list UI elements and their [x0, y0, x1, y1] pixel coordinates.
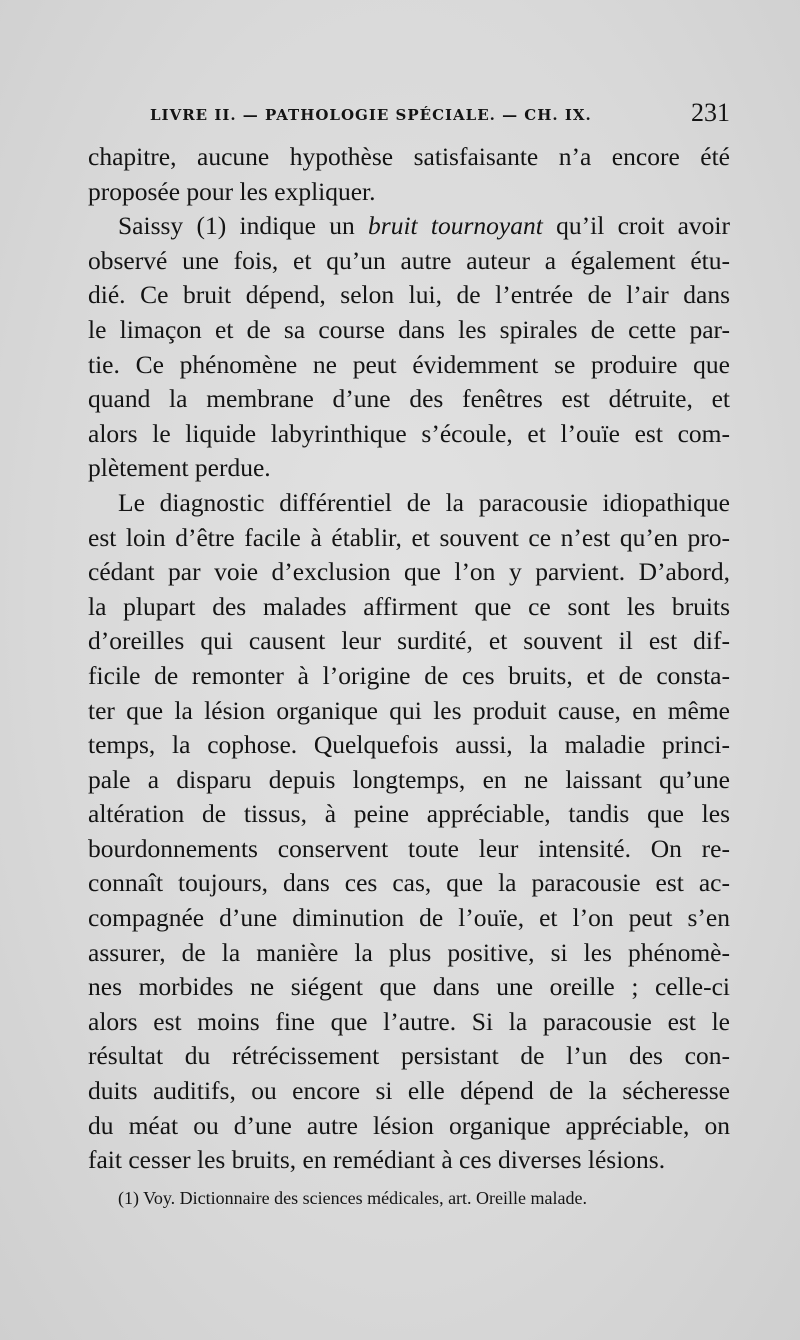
text-line: altération de tissus, à peine appréciable, tandis que les: [88, 799, 730, 829]
text-line: alors est moins fine que l’autre. Si la paracousie est le: [88, 1006, 730, 1036]
text-line: Le diagnostic différentiel de la paracousie idiopathique: [118, 487, 730, 517]
text-line: bourdonnements conservent toute leur intensité. On re-: [88, 833, 730, 863]
text-span: qu’il croit avoir: [542, 211, 730, 241]
text-line: chapitre, aucune hypothèse satisfaisante n’a encore été: [88, 142, 730, 171]
text-line: est loin d’être facile à établir, et souvent ce n’est qu’en pro-: [88, 522, 730, 552]
text-line: observé une fois, et qu’un autre auteur a également étu-: [88, 245, 730, 275]
text-line: connaît toujours, dans ces cas, que la paracousie est ac-: [88, 868, 730, 898]
running-title: LIVRE II. — PATHOLOGIE SPÉCIALE. — CH. IX.: [150, 106, 592, 124]
text-line: proposée pour les expliquer.: [88, 176, 376, 206]
text-line: quand la membrane d’une des fenêtres est détruite, et: [88, 384, 730, 414]
text-line: d’oreilles qui causent leur surdité, et souvent il est dif-: [88, 626, 730, 656]
text-line: pale a disparu depuis longtemps, en ne laissant qu’une: [88, 764, 730, 794]
text-line: le limaçon et de sa course dans les spirales de cette par-: [88, 314, 730, 344]
running-header: [150, 98, 730, 134]
text-line: temps, la cophose. Quelquefois aussi, la maladie princi-: [88, 730, 730, 760]
footnote: (1) Voy. Dictionnaire des sciences médicales, art. Oreille malade.: [118, 1188, 587, 1208]
body-text: [88, 140, 730, 1178]
text-line: du méat ou d’une autre lésion organique appréciable, on: [88, 1110, 730, 1140]
text-line: duits auditifs, ou encore si elle dépend de la sécheresse: [88, 1076, 730, 1106]
text-line: fait cesser les bruits, en remédiant à ces diverses lésions.: [88, 1145, 666, 1175]
text-line: la plupart des malades affirment que ce sont les bruits: [88, 591, 730, 621]
text-line: [88, 209, 730, 244]
text-line: cédant par voie d’exclusion que l’on y parvient. D’abord,: [88, 557, 730, 587]
text-line: dié. Ce bruit dépend, selon lui, de l’entrée de l’air dans: [88, 280, 730, 310]
italic-phrase: bruit tournoyant: [368, 211, 543, 241]
text-line: nes morbides ne siégent que dans une oreille ; celle-ci: [88, 972, 730, 1002]
text-line: ter que la lésion organique qui les produit cause, en même: [88, 695, 730, 725]
text-line: plètement perdue.: [88, 453, 271, 483]
text-line: résultat du rétrécissement persistant de l’un des con-: [88, 1041, 730, 1071]
text-line: assurer, de la manière la plus positive, si les phénomè-: [88, 937, 730, 967]
text-line: alors le liquide labyrinthique s’écoule, et l’ouïe est com-: [88, 418, 730, 448]
text-line: tie. Ce phénomène ne peut évidemment se produire que: [88, 349, 730, 379]
text-line: compagnée d’une diminution de l’ouïe, et l’on peut s’en: [88, 903, 730, 933]
text-span: Saissy (1) indique un: [118, 211, 369, 241]
text-line: ficile de remonter à l’origine de ces bruits, et de consta-: [88, 660, 730, 690]
page-number: 231: [691, 98, 730, 127]
